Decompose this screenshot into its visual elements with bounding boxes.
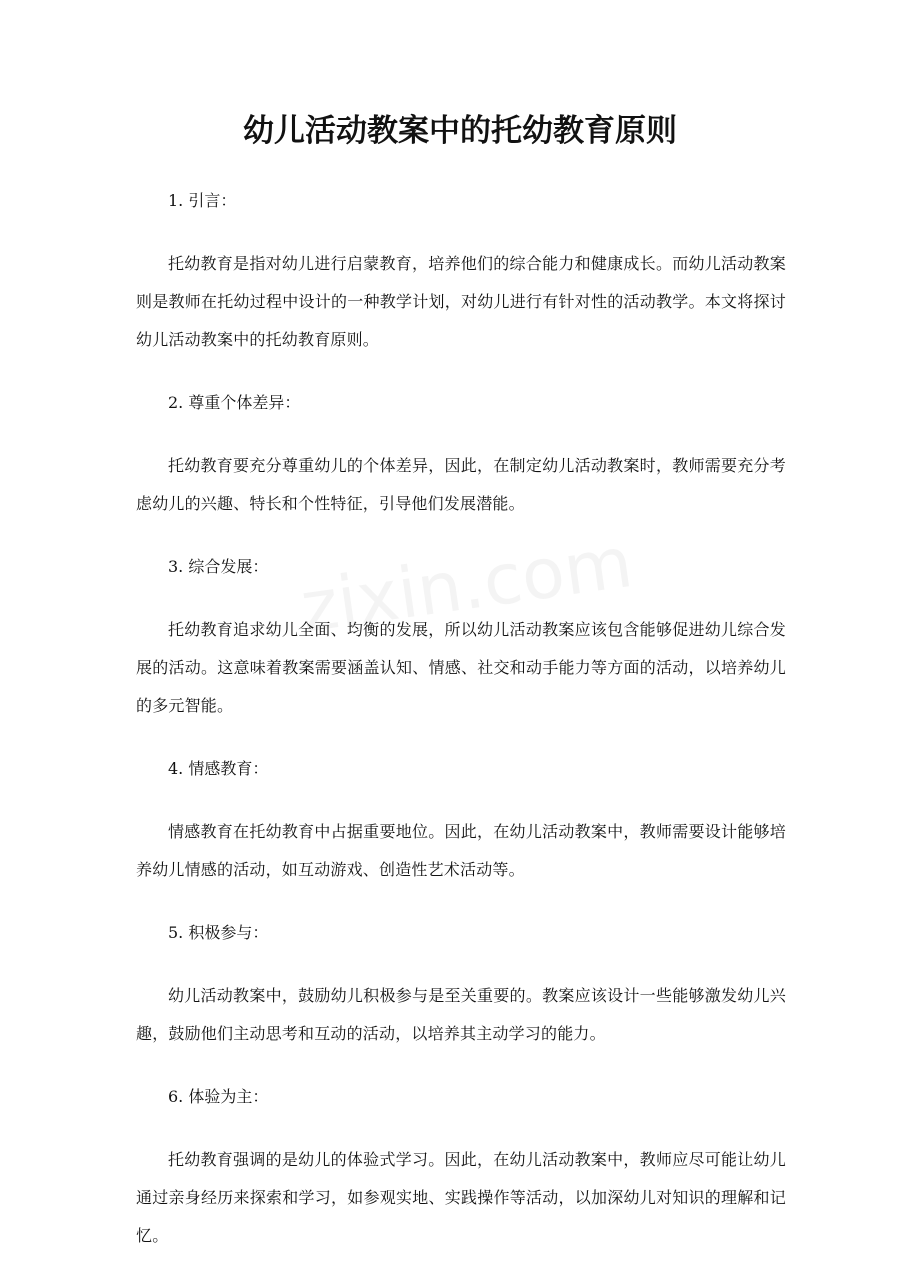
section-paragraph-4: 情感教育在托幼教育中占据重要地位。因此，在幼儿活动教案中，教师需要设计能够培养幼儿情感的活动，如互动游戏、创造性艺术活动等。: [136, 822, 786, 879]
section-paragraph-2: 托幼教育要充分尊重幼儿的个体差异，因此，在制定幼儿活动教案时，教师需要充分考虑幼儿的兴趣、特长和个性特征，引导他们发展潜能。: [136, 456, 786, 513]
section-paragraph-3: 托幼教育追求幼儿全面、均衡的发展，所以幼儿活动教案应该包含能够促进幼儿综合发展的活动。这意味着教案需要涵盖认知、情感、社交和动手能力等方面的活动，以培养幼儿的多元智能。: [136, 620, 786, 715]
section-heading-3: 3. 综合发展：: [168, 557, 269, 576]
document-title: 幼儿活动教案中的托幼教育原则: [243, 113, 677, 149]
section-heading-5: 5. 积极参与：: [168, 923, 269, 942]
section-paragraph-5: 幼儿活动教案中，鼓励幼儿积极参与是至关重要的。教案应该设计一些能够激发幼儿兴趣，鼓励他们主动思考和互动的活动，以培养其主动学习的能力。: [136, 986, 786, 1043]
section-paragraph-6: 托幼教育强调的是幼儿的体验式学习。因此，在幼儿活动教案中，教师应尽可能让幼儿通过亲身经历来探索和学习，如参观实地、实践操作等活动，以加深幼儿对知识的理解和记忆。: [136, 1150, 786, 1245]
document-body: [136, 182, 786, 1280]
section-heading-2: 2. 尊重个体差异：: [168, 393, 301, 412]
section-heading-1: 1. 引言：: [168, 191, 237, 210]
section-heading-4: 4. 情感教育：: [168, 759, 269, 778]
section-paragraph-1: 托幼教育是指对幼儿进行启蒙教育，培养他们的综合能力和健康成长。而幼儿活动教案则是教师在托幼过程中设计的一种教学计划，对幼儿进行有针对性的活动教学。本文将探讨幼儿活动教案中的托幼教育原则。: [136, 254, 786, 349]
section-heading-6: 6. 体验为主：: [168, 1087, 269, 1106]
